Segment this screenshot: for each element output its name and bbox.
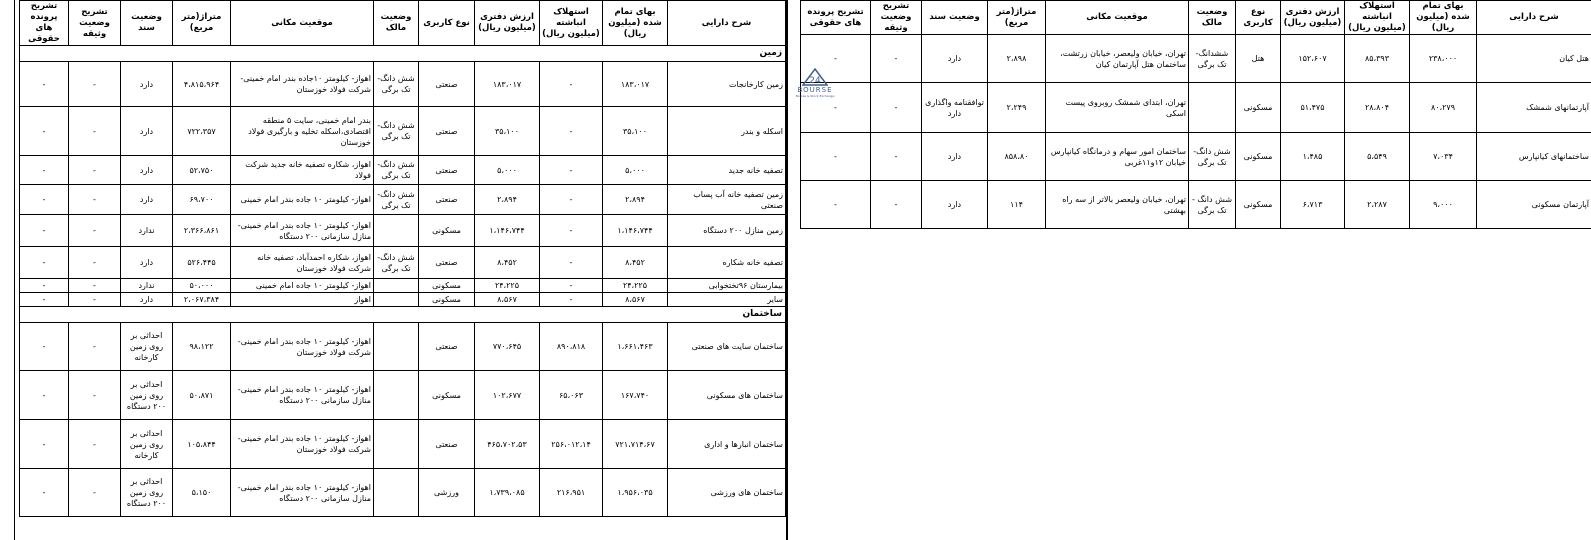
cell-asset-description: سایر [668, 293, 786, 307]
cell-accumulated-depreciation: - [540, 156, 603, 185]
table-row [801, 83, 1591, 133]
cell-usage-type: مسکونی [1236, 83, 1281, 133]
table-row [20, 156, 786, 185]
cell-book-value: ۶،۷۱۳ [1281, 181, 1345, 229]
cell-book-value: ۸،۴۵۲ [475, 247, 540, 279]
cell-legal-cases: - [801, 133, 871, 181]
cell-usage-type: صنعتی [419, 420, 475, 469]
header-legal-cases: تشریح پرونده های حقوقی [801, 1, 871, 35]
cell-book-value: ۱،۴۸۵ [1281, 133, 1345, 181]
table-row [801, 181, 1591, 229]
left-asset-table [19, 0, 786, 517]
cell-collateral-status: - [69, 247, 121, 279]
table-row [20, 279, 786, 293]
cell-legal-cases: - [801, 83, 871, 133]
cell-collateral-status: - [871, 35, 922, 83]
cell-accumulated-depreciation: ۲۵۶،۰۱۲،۱۴ [540, 420, 603, 469]
header-asset-description: شرح دارایی [1477, 1, 1591, 35]
header-area: متراژ(متر مربع) [988, 1, 1046, 35]
cell-collateral-status: - [69, 107, 121, 156]
cell-collateral-status: - [871, 83, 922, 133]
header-asset-description: شرح دارایی [668, 1, 786, 46]
cell-accumulated-depreciation: - [540, 293, 603, 307]
logo-subtext: Bourse & Stock Exchange [795, 94, 835, 98]
cell-area: ۲،۰۶۷،۳۸۴ [173, 293, 231, 307]
cell-accumulated-depreciation: - [540, 247, 603, 279]
cell-asset-description: بیمارستان ۹۶تختخوابی [668, 279, 786, 293]
header-book-value: ارزش دفتری (میلیون ریال) [1281, 1, 1345, 35]
cell-accumulated-depreciation: - [540, 62, 603, 107]
header-usage-type: نوع کاربری [1236, 1, 1281, 35]
cell-location: اهواز، شکاره تصفیه خانه جدید شرکت فولاد [231, 156, 374, 185]
cell-asset-description: آپارتمانهای شمشک [1477, 83, 1591, 133]
header-cost: بهای تمام شده (میلیون ریال) [1410, 1, 1477, 35]
cell-location: اهواز- کیلومتر ۱۰ جاده بندر امام خمینی- منازل سازمانی ۲۰۰ دستگاه [231, 469, 374, 517]
cell-accumulated-depreciation: ۸۵،۳۹۳ [1345, 35, 1410, 83]
section-title: ساختمان [20, 307, 786, 323]
cell-owner-status [374, 215, 419, 247]
cell-owner-status [374, 469, 419, 517]
cell-cost: ۸،۵۶۷ [603, 293, 668, 307]
table-row [20, 247, 786, 279]
cell-usage-type: مسکونی [1236, 181, 1281, 229]
cell-legal-cases: - [801, 35, 871, 83]
cell-location: اهواز- کیلومتر ۱۰جاده بندر امام خمینی- شرکت فولاد خوزستان [231, 62, 374, 107]
cell-cost: ۲،۸۹۴ [603, 185, 668, 215]
cell-accumulated-depreciation: ۵،۵۴۹ [1345, 133, 1410, 181]
left-border-line [14, 0, 15, 540]
cell-deed-status: دارد [121, 107, 173, 156]
cell-legal-cases: - [20, 107, 69, 156]
cell-deed-status: احداثی بر روی زمین ۲۰۰ دستگاه [121, 371, 173, 420]
cell-collateral-status: - [69, 279, 121, 293]
cell-cost: ۱،۹۵۶،۰۳۵ [603, 469, 668, 517]
cell-owner-status: شش دانگ- تک برگی [374, 185, 419, 215]
cell-asset-description: ساختمان انبارها و اداری [668, 420, 786, 469]
cell-asset-description: زمین تصفیه خانه آب پساب صنعتی [668, 185, 786, 215]
cell-usage-type: صنعتی [419, 107, 475, 156]
cell-deed-status: دارد [922, 181, 988, 229]
cell-area: ۵۲،۷۵۰ [173, 156, 231, 185]
cell-location: اهواز- کیلومتر ۱۰ جاده بندر امام خمینی [231, 185, 374, 215]
table-row [20, 185, 786, 215]
cell-cost: ۱،۶۶۱،۴۶۳ [603, 323, 668, 371]
cell-deed-status: احداثی بر روی زمین ۲۰۰ دستگاه [121, 469, 173, 517]
cell-usage-type: هتل [1236, 35, 1281, 83]
cell-deed-status: دارد [121, 185, 173, 215]
cell-book-value: ۸،۵۶۷ [475, 293, 540, 307]
page-divider [786, 0, 788, 540]
cell-book-value: ۱۵۲،۶۰۷ [1281, 35, 1345, 83]
cell-location: بندر امام خمینی، سایت ۵ منطقه اقتصادی،اسکله تخلیه و بارگیری فولاد خوزستان [231, 107, 374, 156]
header-legal-cases: تشریح پرونده های حقوقی [20, 1, 69, 46]
cell-deed-status: توافقنامه واگذاری دارد [922, 83, 988, 133]
table-header-row [20, 1, 786, 46]
cell-legal-cases: - [20, 323, 69, 371]
cell-cost: ۲۳۸،۰۰۰ [1410, 35, 1477, 83]
cell-asset-description: ساختمان سایت های صنعتی [668, 323, 786, 371]
cell-accumulated-depreciation: - [540, 279, 603, 293]
bourse-logo [790, 68, 840, 102]
cell-location: اهواز [231, 293, 374, 307]
cell-location: تهران، خیابان ولیعصر، خیابان زرتشت، ساختمان هتل آپارتمان کیان [1046, 35, 1189, 83]
cell-deed-status: احداثی بر روی زمین کارخانه [121, 420, 173, 469]
cell-cost: ۹،۰۰۰ [1410, 181, 1477, 229]
table-row [20, 293, 786, 307]
cell-cost: ۵،۰۰۰ [603, 156, 668, 185]
cell-asset-description: هتل کیان [1477, 35, 1591, 83]
logo-text: BOURSE [797, 86, 833, 94]
cell-asset-description: ساختمان های مسکونی [668, 371, 786, 420]
cell-asset-description: ساختمانهای کیانپارس [1477, 133, 1591, 181]
table-row [20, 323, 786, 371]
svg-text:24: 24 [809, 76, 821, 86]
cell-usage-type: مسکونی [419, 293, 475, 307]
cell-accumulated-depreciation: - [540, 215, 603, 247]
cell-deed-status: ندارد [121, 279, 173, 293]
cell-collateral-status: - [69, 420, 121, 469]
cell-book-value: ۱۰۲،۶۷۷ [475, 371, 540, 420]
cell-legal-cases: - [20, 371, 69, 420]
cell-owner-status [374, 293, 419, 307]
cell-accumulated-depreciation: - [540, 107, 603, 156]
header-accumulated-depreciation: استهلاک انباشته (میلیون ریال) [1345, 1, 1410, 35]
table-row [801, 133, 1591, 181]
cell-collateral-status: - [69, 323, 121, 371]
cell-deed-status: دارد [121, 293, 173, 307]
cell-area: ۲،۳۶۶،۸۶۱ [173, 215, 231, 247]
cell-book-value: ۵،۰۰۰ [475, 156, 540, 185]
cell-accumulated-depreciation: - [540, 185, 603, 215]
cell-area: ۱۱۴ [988, 181, 1046, 229]
header-deed-status: وضعیت سند [922, 1, 988, 35]
cell-cost: ۷۲۱،۷۱۴،۶۷ [603, 420, 668, 469]
cell-usage-type: مسکونی [419, 215, 475, 247]
header-deed-status: وضعیت سند [121, 1, 173, 46]
header-collateral-status: تشریح وضعیت وثیقه [871, 1, 922, 35]
section-row [20, 46, 786, 62]
header-owner-status: وضعیت مالک [374, 1, 419, 46]
cell-location: اهواز- کیلومتر ۱۰ جاده بندر امام خمینی- شرکت فولاد خوزستان [231, 323, 374, 371]
cell-collateral-status: - [69, 156, 121, 185]
cell-asset-description: زمین منازل ۲۰۰ دستگاه [668, 215, 786, 247]
table-row [20, 371, 786, 420]
cell-collateral-status: - [69, 185, 121, 215]
cell-usage-type: صنعتی [419, 323, 475, 371]
cell-deed-status: ندارد [121, 215, 173, 247]
cell-cost: ۸۰،۲۷۹ [1410, 83, 1477, 133]
cell-usage-type: صنعتی [419, 247, 475, 279]
cell-book-value: ۷۷۰،۶۴۵ [475, 323, 540, 371]
cell-area: ۴،۸۱۵،۹۶۴ [173, 62, 231, 107]
cell-owner-status [374, 323, 419, 371]
cell-asset-description: تصفیه خانه جدید [668, 156, 786, 185]
cell-owner-status: شش دانگ- تک برگی [1189, 133, 1236, 181]
cell-area: ۶۹،۷۰۰ [173, 185, 231, 215]
cell-book-value: ۲۴،۲۲۵ [475, 279, 540, 293]
cell-deed-status: دارد [121, 247, 173, 279]
cell-accumulated-depreciation: ۲،۲۸۷ [1345, 181, 1410, 229]
cell-area: ۹۸،۱۲۲ [173, 323, 231, 371]
cell-book-value: ۴۶۵،۷۰۲،۵۳ [475, 420, 540, 469]
cell-accumulated-depreciation: ۲۱۶،۹۵۱ [540, 469, 603, 517]
cell-book-value: ۱،۷۳۹،۰۸۵ [475, 469, 540, 517]
cell-legal-cases: - [20, 215, 69, 247]
header-location: موقعیت مکانی [1046, 1, 1189, 35]
header-location: موقعیت مکانی [231, 1, 374, 46]
table-row [20, 107, 786, 156]
cell-location: اهواز- کیلومتر ۱۰ جاده بندر امام خمینی- شرکت فولاد خوزستان [231, 420, 374, 469]
cell-cost: ۱۶۷،۷۴۰ [603, 371, 668, 420]
header-book-value: ارزش دفتری (میلیون ریال) [475, 1, 540, 46]
cell-asset-description: تصفیه خانه شکاره [668, 247, 786, 279]
table-row [20, 420, 786, 469]
cell-cost: ۸،۴۵۲ [603, 247, 668, 279]
cell-deed-status: دارد [121, 62, 173, 107]
cell-collateral-status: - [69, 371, 121, 420]
cell-location: ساختمان امور سهام و درمانگاه کیانپارس خیابان ۱۲و۱۱غربی [1046, 133, 1189, 181]
cell-usage-type: صنعتی [419, 62, 475, 107]
cell-usage-type: ورزشی [419, 469, 475, 517]
cell-location: اهواز، شکاره احمدآباد، تصفیه خانه شرکت فولاد خوزستان [231, 247, 374, 279]
cell-area: ۲،۲۴۹ [988, 83, 1046, 133]
cell-area: ۵۰،۰۰۰ [173, 279, 231, 293]
cell-accumulated-depreciation: ۶۵،۰۶۳ [540, 371, 603, 420]
header-usage-type: نوع کاربری [419, 1, 475, 46]
cell-cost: ۷،۰۳۴ [1410, 133, 1477, 181]
cell-accumulated-depreciation: ۲۸،۸۰۴ [1345, 83, 1410, 133]
cell-owner-status: شش دانگ- تک برگی [374, 62, 419, 107]
cell-owner-status: شش دانگ- تک برگی [374, 247, 419, 279]
cell-legal-cases: - [20, 469, 69, 517]
cell-collateral-status: - [69, 293, 121, 307]
cell-area: ۵،۱۵۰ [173, 469, 231, 517]
table-row [801, 35, 1591, 83]
cell-legal-cases: - [20, 62, 69, 107]
cell-collateral-status: - [871, 133, 922, 181]
cell-owner-status: شش دانگ- تک برگی [374, 107, 419, 156]
cell-asset-description: زمین کارخانجات [668, 62, 786, 107]
cell-owner-status: شش دانگ- تک برگی [374, 156, 419, 185]
cell-area: ۷۲۲،۳۵۷ [173, 107, 231, 156]
cell-usage-type: مسکونی [419, 279, 475, 293]
cell-owner-status [1189, 83, 1236, 133]
table-row [20, 215, 786, 247]
cell-usage-type: صنعتی [419, 156, 475, 185]
cell-collateral-status: - [871, 181, 922, 229]
bourse-emblem-icon [802, 68, 828, 86]
cell-location: تهران، ابتدای شمشک روبروی پیست اسکی [1046, 83, 1189, 133]
header-cost: بهای تمام شده (میلیون ریال) [603, 1, 668, 46]
cell-owner-status [374, 371, 419, 420]
cell-asset-description: آپارتمان مسکونی [1477, 181, 1591, 229]
cell-usage-type: مسکونی [1236, 133, 1281, 181]
cell-cost: ۲۴،۲۲۵ [603, 279, 668, 293]
header-accumulated-depreciation: استهلاک انباشته (میلیون ریال) [540, 1, 603, 46]
section-row [20, 307, 786, 323]
cell-owner-status: شش دانگ - تک برگی [1189, 181, 1236, 229]
cell-area: ۲،۸۹۸ [988, 35, 1046, 83]
cell-legal-cases: - [20, 279, 69, 293]
cell-book-value: ۱،۱۴۶،۷۴۴ [475, 215, 540, 247]
cell-location: اهواز- کیلومتر ۱۰ جاده بندر امام خمینی- منازل سازمانی ۲۰۰ دستگاه [231, 371, 374, 420]
cell-asset-description: اسکله و بندر [668, 107, 786, 156]
cell-book-value: ۲،۸۹۴ [475, 185, 540, 215]
cell-book-value: ۳۵،۱۰۰ [475, 107, 540, 156]
table-row [20, 62, 786, 107]
cell-deed-status: دارد [922, 35, 988, 83]
cell-legal-cases: - [20, 420, 69, 469]
cell-location: اهواز- کیلومتر ۱۰ جاده امام خمینی [231, 279, 374, 293]
cell-cost: ۳۵،۱۰۰ [603, 107, 668, 156]
header-area: متراژ(متر مربع) [173, 1, 231, 46]
cell-book-value: ۱۸۳،۰۱۷ [475, 62, 540, 107]
cell-area: ۸۵۸،۸۰ [988, 133, 1046, 181]
cell-legal-cases: - [20, 247, 69, 279]
cell-location: تهران، خیابان ولیعصر بالاتر از سه راه بهشتی [1046, 181, 1189, 229]
cell-legal-cases: - [20, 185, 69, 215]
cell-collateral-status: - [69, 469, 121, 517]
cell-asset-description: ساختمان های ورزشی [668, 469, 786, 517]
cell-deed-status: احداثی بر روی زمین کارخانه [121, 323, 173, 371]
header-collateral-status: تشریح وضعیت وثیقه [69, 1, 121, 46]
cell-owner-status: ششدانگ- تک برگی [1189, 35, 1236, 83]
table-row [20, 469, 786, 517]
cell-usage-type: صنعتی [419, 185, 475, 215]
cell-location: اهواز- کیلومتر ۱۰ جاده بندر امام خمینی- منازل سازمانی ۲۰۰ دستگاه [231, 215, 374, 247]
cell-area: ۱۰۵،۸۴۴ [173, 420, 231, 469]
cell-accumulated-depreciation: ۸۹۰،۸۱۸ [540, 323, 603, 371]
cell-area: ۵۲۶،۴۴۵ [173, 247, 231, 279]
cell-legal-cases: - [801, 181, 871, 229]
cell-deed-status: دارد [121, 156, 173, 185]
table-header-row [801, 1, 1591, 35]
section-title: زمین [20, 46, 786, 62]
cell-owner-status [374, 420, 419, 469]
cell-book-value: ۵۱،۴۷۵ [1281, 83, 1345, 133]
cell-deed-status: دارد [922, 133, 988, 181]
cell-area: ۵۰،۸۷۱ [173, 371, 231, 420]
right-asset-table [800, 0, 1591, 229]
header-owner-status: وضعیت مالک [1189, 1, 1236, 35]
cell-collateral-status: - [69, 215, 121, 247]
cell-owner-status [374, 279, 419, 293]
cell-legal-cases: - [20, 293, 69, 307]
cell-legal-cases: - [20, 156, 69, 185]
cell-cost: ۱،۱۴۶،۷۴۴ [603, 215, 668, 247]
cell-collateral-status: - [69, 62, 121, 107]
cell-cost: ۱۸۳،۰۱۷ [603, 62, 668, 107]
cell-usage-type: مسکونی [419, 371, 475, 420]
